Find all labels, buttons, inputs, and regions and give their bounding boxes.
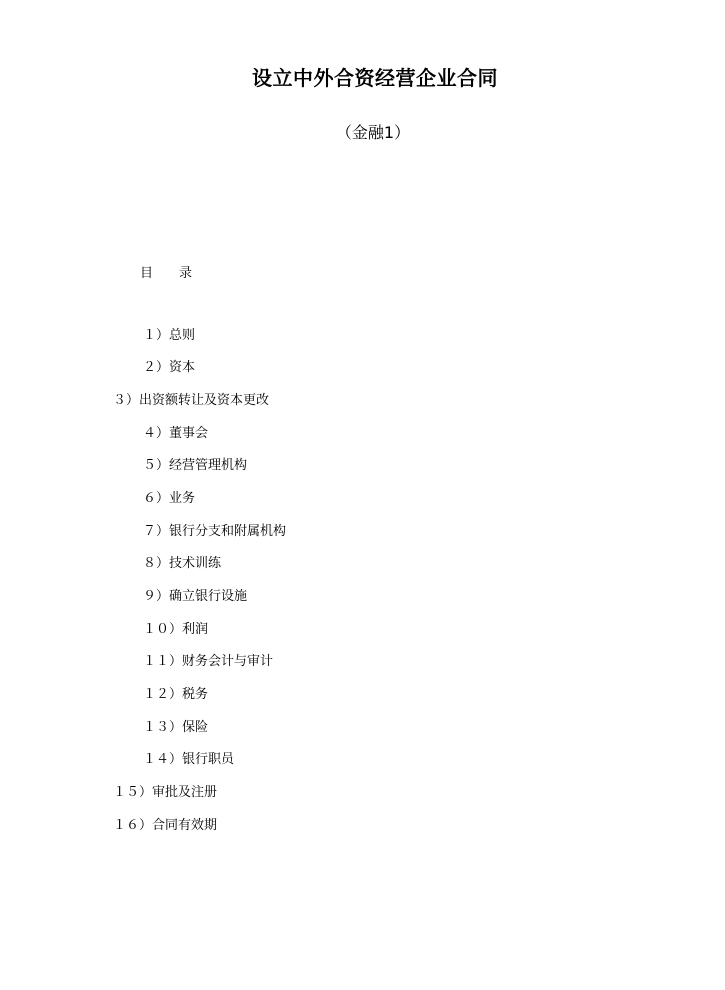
- toc-item: ８）技术训练: [143, 556, 222, 571]
- document-title: 设立中外合资经营企业合同: [252, 66, 498, 90]
- toc-item: ９）确立银行设施: [143, 589, 248, 604]
- toc-item: １５）审批及注册: [113, 785, 218, 800]
- toc-item: ７）银行分支和附属机构: [143, 524, 287, 539]
- toc-item: ５）经营管理机构: [143, 458, 248, 473]
- toc-item: １４）银行职员: [143, 752, 235, 767]
- toc-item: ２）资本: [143, 360, 196, 375]
- toc-item: １２）税务: [143, 687, 209, 702]
- toc-item: １３）保险: [143, 720, 209, 735]
- toc-item: ６）业务: [143, 491, 196, 506]
- toc-item: ３）出资额转让及资本更改: [113, 393, 270, 408]
- toc-item: １６）合同有效期: [113, 818, 218, 833]
- document-subtitle: （金融1）: [335, 123, 411, 142]
- toc-item: １）总则: [143, 328, 196, 343]
- toc-item: ４）董事会: [143, 426, 209, 441]
- toc-item: １１）财务会计与审计: [143, 654, 274, 669]
- toc-item: １０）利润: [143, 622, 209, 637]
- toc-heading: 目 录: [140, 266, 193, 281]
